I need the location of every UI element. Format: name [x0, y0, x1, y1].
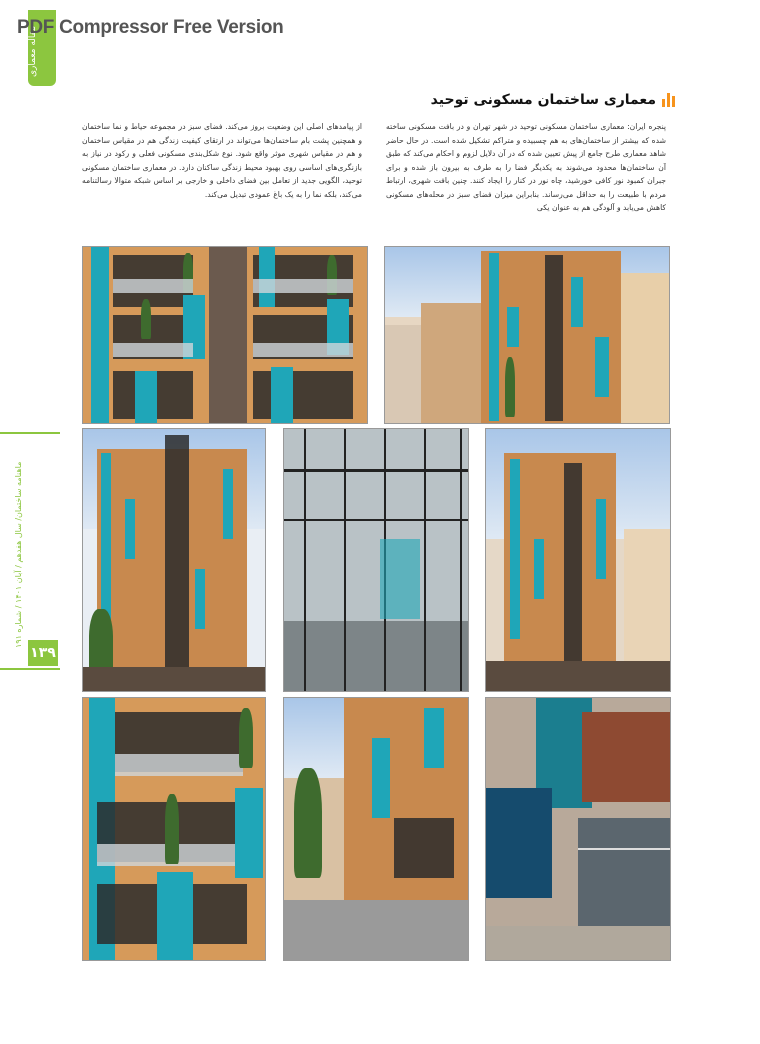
stair-entrance-photo: [283, 697, 469, 961]
article-text-left: از پیامدهای اصلی این وضعیت بروز می‌کند. فضای سبز در مجموعه حیاط و نما ساختمان و همچنین پشت بام ساختمان‌ها می‌تواند در ارتقای کیفیت زندگی هم در مقیاس ساختمان و هم در مقیاس شهری موثر واقع شود. نوع شکل‌بندی مسکونی فعلی و رکود در نیاز به بازنگری‌های اساسی روی بهبود محیط زندگی ساکنان دارد. در معماری ساختمان مسکونی توحید، الگویی جدید از تعامل بین فضای داخلی و خارجی بر اساس شبکه متوالا رسالتنامه می‌کند، بلکه نما را به یک باغ عمودی تبدیل می‌کند.: [82, 122, 362, 199]
pdf-watermark: PDF Compressor Free Version: [17, 17, 284, 38]
page-number: ۱۳۹: [28, 640, 58, 666]
side-divider-top: [0, 432, 60, 434]
article-header: [431, 92, 676, 108]
title-bars-icon: [662, 93, 676, 107]
facade-closeup-photo: [82, 246, 368, 424]
journal-info: ماهنامه ساختمان/ سال هفدهم / آبان ۱۴۰۱ / شماره ۱۹۱: [14, 461, 23, 649]
article-title: معماری ساختمان مسکونی توحید: [430, 92, 656, 108]
balcony-detail-photo: [82, 697, 266, 961]
side-divider-bottom: [0, 668, 60, 670]
article-text-right: پنجره ایران: معماری ساختمان مسکونی توحید در شهر تهران و در بافت مسکونی ساخته شده که بیشتر از ساختمان‌های به هم چسبیده و متراکم تشکیل شده است. در حال حاضر شاهد معماری طرح جامع از پیش تعیین شده که در آن دلایل لزوم و احکام می‌کند که طبق آن ساختمان‌ها محدود می‌شوند به یکدیگر فضا را به طرف به بیرون باز شده و برای جبران کمبود نور کافی خورشید، چاه نور در کنار را ایجاد کنند. چنین بافت شهری، ارتباط مردم با طبیعت را به حداقل می‌رساند. بنابراین میزان فضای سبز در محله‌های مسکونی کاهش می‌یابد و آلودگی هم به عنوان یکی: [386, 122, 666, 212]
full-facade-photo: [82, 428, 266, 692]
facade-corner-photo: [485, 428, 671, 692]
street-view-photo: [384, 246, 670, 424]
entrance-grid-photo: [283, 428, 469, 692]
section-tab-label: مقاله معماری: [28, 25, 38, 77]
lobby-entrance-photo: [485, 697, 671, 961]
